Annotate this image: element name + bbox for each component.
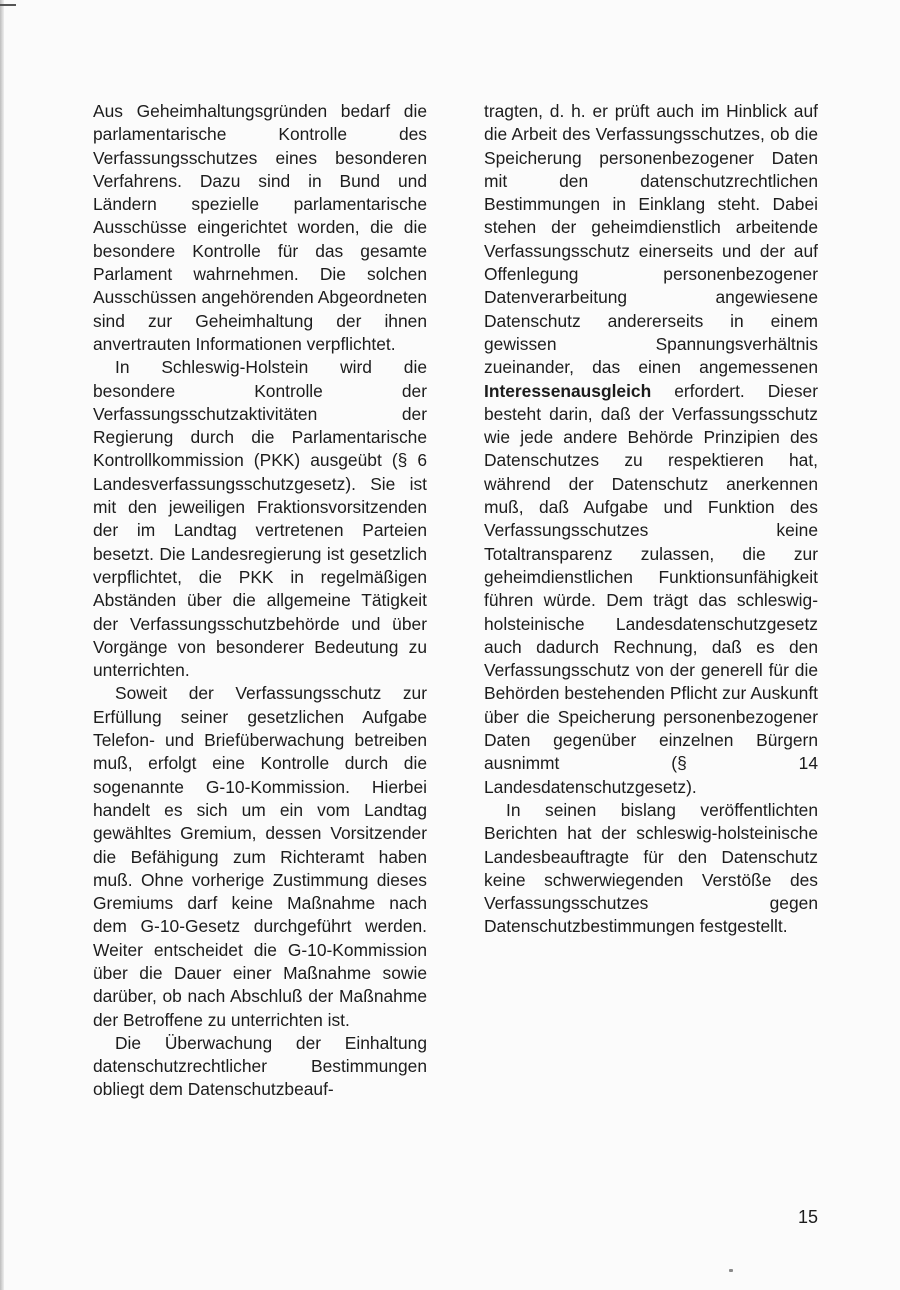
paragraph xyxy=(484,100,818,799)
paragraph: In Schleswig-Holstein wird die besondere Kontrolle der Verfassungsschutzaktivitäten der Regierung durch die Parlamentarische Kontrollkommission (PKK) ausgeübt (§ 6 Landesverfassungsschutzgesetz). Sie ist mit den jeweiligen Fraktionsvorsitzenden der im Landtag vertretenen Parteien besetzt. Die Landesregierung ist gesetzlich verpflichtet, die PKK in regelmäßigen Abständen über die allgemeine Tätigkeit der Verfassungsschutzbehörde und über Vorgänge von besonderer Bedeutung zu unterrichten. xyxy=(93,357,427,681)
emphasized-term: Interessenausgleich xyxy=(484,380,652,401)
paragraph: Aus Geheimhaltungsgründen bedarf die parlamentarische Kontrolle des Verfassungsschutzes eines besonderen Verfahrens. Dazu sind in Bund und Ländern spezielle parlamentarische Ausschüsse eingerichtet worden, die die besondere Kontrolle für das gesamte Parlament wahrnehmen. Die solchen Ausschüssen angehörenden Abgeordneten sind zur Geheimhaltung der ihnen anvertrauten Informationen verpflichtet. xyxy=(93,101,427,354)
page-number: 15 xyxy=(798,1207,819,1227)
paragraph-text: erfordert. Dieser besteht darin, daß der Verfassungsschutz wie jede andere Behörde Prinzipien des Datenschutzes zu respektieren hat, während der Datenschutz anerkennen muß, daß Aufgabe und Funktion des Verfassungsschutzes keine Totaltransparenz zulassen, die zur geheimdienstlichen Funktionsunfähigkeit führen würde. Dem trägt das schleswig-holsteinische Landesdatenschutzgesetz auch dadurch Rechnung, daß es den Verfassungsschutz von der generell für die Behörden bestehenden Pflicht zur Auskunft über die Speicherung personenbezogener Daten gegenüber einzelnen Bürgern ausnimmt (§ 14 Landesdatenschutzgesetz). xyxy=(484,380,818,797)
scan-speck xyxy=(729,1269,733,1272)
page-binding-edge xyxy=(0,0,4,1290)
paragraph-text: tragten, d. h. er prüft auch im Hinblick auf die Arbeit des Verfassungsschutzes, ob die Speicherung personenbezogener Daten mit den datenschutzrechtlichen Bestimmungen in Einklang steht. Dabei stehen der geheimdienstlich arbeitende Verfassungsschutz einerseits und der auf Offenlegung personenbezogener Datenverarbeitung angewiesene Datenschutz andererseits in einem gewissen Spannungsverhältnis zueinander, das einen angemessenen xyxy=(484,101,818,378)
left-text-column xyxy=(93,100,427,1102)
paragraph: Die Überwachung der Einhaltung datenschutzrechtlicher Bestimmungen obliegt dem Datenschutzbeauf- xyxy=(93,1032,427,1100)
corner-mark xyxy=(0,4,16,6)
paragraph: In seinen bislang veröffentlichten Berichten hat der schleswig-holsteinische Landesbeauftragte für den Datenschutz keine schwerwiegenden Verstöße des Verfassungsschutzes gegen Datenschutzbestimmungen festgestellt. xyxy=(484,799,818,937)
right-text-column xyxy=(484,100,818,939)
paragraph: Soweit der Verfassungsschutz zur Erfüllung seiner gesetzlichen Aufgabe Telefon- und Briefüberwachung betreiben muß, erfolgt eine Kontrolle durch die sogenannte G-10-Kommission. Hierbei handelt es sich um ein vom Landtag gewähltes Gremium, dessen Vorsitzender die Befähigung zum Richteramt haben muß. Ohne vorherige Zustimmung dieses Gremiums darf keine Maßnahme nach dem G-10-Gesetz durchgeführt werden. Weiter entscheidet die G-10-Kommission über die Dauer einer Maßnahme sowie darüber, ob nach Abschluß der Maßnahme der Betroffene zu unterrichten ist. xyxy=(93,683,427,1030)
